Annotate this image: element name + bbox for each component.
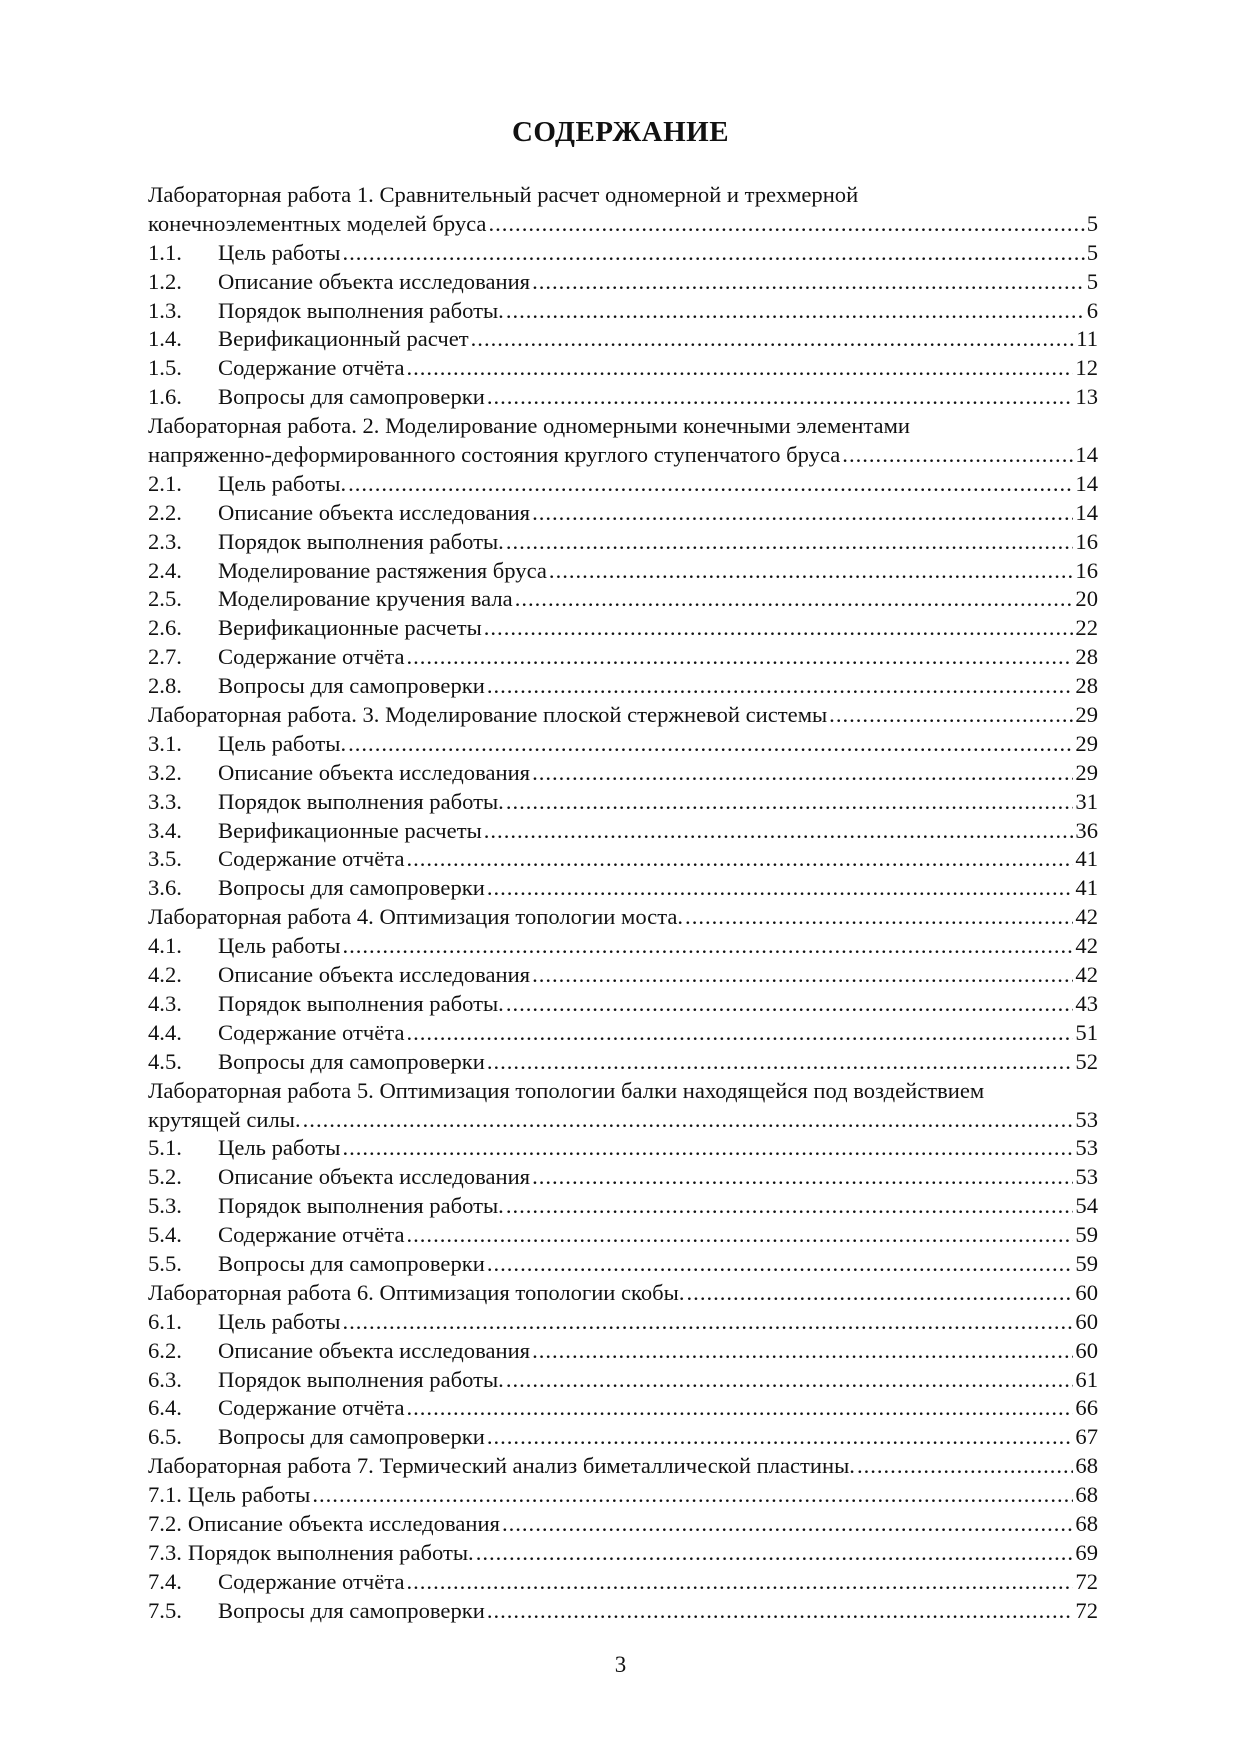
- toc-entry-page: 43: [1075, 990, 1098, 1016]
- toc-entry[interactable]: [148, 441, 1098, 470]
- toc-dot-leader: [532, 961, 1073, 990]
- toc-entry[interactable]: [148, 1019, 1098, 1048]
- toc-entry[interactable]: [148, 1192, 1098, 1221]
- toc-dot-leader: [484, 614, 1074, 643]
- toc-entry-page: 42: [1075, 904, 1098, 930]
- toc-entry-number: 3.3.: [148, 788, 182, 814]
- toc-entry[interactable]: [148, 903, 1098, 932]
- toc-entry[interactable]: [148, 528, 1098, 557]
- toc-entry-text: Цель работы.: [218, 470, 347, 496]
- toc-entry-text: Лабораторная работа 1. Сравнительный расчет одномерной и трехмерной: [148, 182, 859, 207]
- toc-entry-text: Цель работы: [218, 1308, 341, 1334]
- toc-entry-page: 60: [1075, 1279, 1098, 1305]
- toc-entry-number: 5.4.: [148, 1222, 182, 1248]
- toc-entry-page: 42: [1075, 933, 1098, 959]
- toc-entry-page: 68: [1075, 1453, 1098, 1479]
- toc-entry-page: 16: [1075, 557, 1098, 583]
- toc-entry-page: 54: [1075, 1193, 1098, 1219]
- toc-entry[interactable]: [148, 210, 1098, 239]
- toc-entry[interactable]: [148, 1106, 1098, 1135]
- toc-entry-text: Содержание отчёта: [218, 1019, 405, 1045]
- toc-entry-page: 42: [1075, 962, 1098, 988]
- toc-entry-page: 59: [1075, 1250, 1098, 1276]
- toc-entry[interactable]: [148, 1308, 1098, 1337]
- toc-entry-page: 67: [1075, 1424, 1098, 1450]
- toc-entry-number: 5.5.: [148, 1250, 182, 1276]
- toc-entry-page: 68: [1075, 1510, 1098, 1536]
- toc-entry-text: Описание объекта исследования: [218, 1337, 531, 1363]
- toc-entry-text: Вопросы для самопроверки: [218, 673, 485, 699]
- toc-dot-leader: [303, 1106, 1074, 1135]
- toc-dot-leader: [312, 1481, 1073, 1510]
- toc-entry-text: Описание объекта исследования: [218, 1164, 531, 1190]
- toc-entry-text: Вопросы для самопроверки: [218, 1048, 485, 1074]
- toc-dot-leader: [342, 239, 1084, 268]
- toc-entry-page: 59: [1075, 1222, 1098, 1248]
- toc-entry-number: 6.5.: [148, 1424, 182, 1450]
- toc-dot-leader: [406, 1221, 1073, 1250]
- toc-entry-text: Верификационные расчеты: [218, 817, 482, 843]
- toc-entry[interactable]: [148, 1452, 1098, 1481]
- toc-dot-leader: [487, 383, 1074, 412]
- toc-entry-text: Содержание отчёта: [218, 1222, 405, 1248]
- toc-entry-number: 2.2.: [148, 499, 182, 525]
- toc-entry[interactable]: [148, 701, 1098, 730]
- toc-dot-leader: [829, 701, 1073, 730]
- toc-entry[interactable]: [148, 1250, 1098, 1279]
- toc-entry-text: Лабораторная работа 7. Термический анализ биметаллической пластины.: [148, 1453, 855, 1479]
- toc-entry-number: 7.5.: [148, 1597, 182, 1623]
- toc-entry-page: 31: [1075, 788, 1098, 814]
- toc-heading-line[interactable]: [148, 412, 1098, 441]
- toc-entry-number: 2.3.: [148, 528, 182, 554]
- toc-entry-number: 7.1.: [148, 1482, 182, 1508]
- toc-entry-page: 60: [1075, 1337, 1098, 1363]
- toc-entry-text: Цель работы: [218, 1135, 341, 1161]
- toc-dot-leader: [471, 325, 1075, 354]
- toc-entry[interactable]: [148, 1481, 1098, 1510]
- toc-entry-number: 4.2.: [148, 962, 182, 988]
- toc-entry[interactable]: [148, 297, 1098, 326]
- toc-entry-number: 1.3.: [148, 297, 182, 323]
- toc-dot-leader: [687, 1279, 1074, 1308]
- toc-entry-number: 4.4.: [148, 1019, 182, 1045]
- toc-entry-number: 2.6.: [148, 615, 182, 641]
- toc-entry-number: 6.4.: [148, 1395, 182, 1421]
- toc-entry-page: 14: [1075, 442, 1098, 468]
- toc-entry-number: 2.5.: [148, 586, 182, 612]
- toc-entry-text: Порядок выполнения работы.: [218, 788, 504, 814]
- toc-entry-text: Моделирование растяжения бруса: [218, 557, 547, 583]
- toc-entry-number: 3.4.: [148, 817, 182, 843]
- toc-dot-leader: [532, 759, 1073, 788]
- toc-entry[interactable]: [148, 1337, 1098, 1366]
- toc-entry-text: Порядок выполнения работы.: [218, 990, 504, 1016]
- toc-entry-number: 7.3.: [148, 1539, 182, 1565]
- toc-entry-text: напряженно-деформированного состояния круглого ступенчатого бруса: [148, 442, 841, 468]
- toc-dot-leader: [487, 672, 1074, 701]
- toc-entry-page: 16: [1075, 528, 1098, 554]
- toc-heading-line[interactable]: [148, 181, 1098, 210]
- toc-entry-page: 5: [1086, 210, 1098, 236]
- toc-dot-leader: [487, 874, 1074, 903]
- toc-entry-text: Содержание отчёта: [218, 644, 405, 670]
- toc-entry-page: 5: [1086, 268, 1098, 294]
- toc-entry[interactable]: [148, 1510, 1098, 1539]
- toc-entry-text: Лабораторная работа 6. Оптимизация топологии скобы.: [148, 1279, 685, 1305]
- toc-dot-leader: [506, 1366, 1074, 1395]
- toc-dot-leader: [685, 903, 1073, 932]
- toc-entry[interactable]: [148, 1048, 1098, 1077]
- toc-entry-page: 68: [1075, 1482, 1098, 1508]
- toc-entry-number: 3.6.: [148, 875, 182, 901]
- toc-dot-leader: [532, 1163, 1073, 1192]
- toc-entry-text: Описание объекта исследования: [218, 759, 531, 785]
- toc-dot-leader: [348, 730, 1073, 759]
- toc-entry-page: 12: [1075, 355, 1098, 381]
- toc-entry-text: Порядок выполнения работы.: [218, 1193, 504, 1219]
- toc-entry-text: Верификационный расчет: [218, 326, 469, 352]
- toc-entry-page: 20: [1075, 586, 1098, 612]
- toc-entry-text: Описание объекта исследования: [218, 499, 531, 525]
- table-of-contents: [148, 181, 1098, 1626]
- toc-dot-leader: [342, 1134, 1073, 1163]
- toc-dot-leader: [488, 210, 1084, 239]
- toc-entry-page: 51: [1075, 1019, 1098, 1045]
- toc-entry-number: 7.4.: [148, 1568, 182, 1594]
- toc-dot-leader: [532, 499, 1073, 528]
- toc-entry-page: 29: [1075, 702, 1098, 728]
- toc-entry[interactable]: [148, 1539, 1098, 1568]
- toc-entry[interactable]: [148, 239, 1098, 268]
- toc-entry[interactable]: [148, 1221, 1098, 1250]
- toc-entry-text: Вопросы для самопроверки: [218, 1597, 485, 1623]
- toc-entry-page: 14: [1075, 499, 1098, 525]
- toc-dot-leader: [532, 1337, 1073, 1366]
- toc-entry-text: Цель работы.: [218, 730, 347, 756]
- toc-entry-page: 36: [1075, 817, 1098, 843]
- toc-entry[interactable]: [148, 788, 1098, 817]
- toc-entry-number: 2.1.: [148, 470, 182, 496]
- toc-entry-number: 1.4.: [148, 326, 182, 352]
- toc-entry-text: Содержание отчёта: [218, 355, 405, 381]
- toc-entry[interactable]: [148, 470, 1098, 499]
- toc-dot-leader: [476, 1539, 1074, 1568]
- toc-entry-page: 41: [1075, 875, 1098, 901]
- toc-entry-page: 66: [1075, 1395, 1098, 1421]
- toc-dot-leader: [348, 470, 1073, 499]
- toc-entry[interactable]: [148, 1134, 1098, 1163]
- toc-entry-text: Цель работы: [218, 933, 341, 959]
- toc-entry-number: 4.1.: [148, 933, 182, 959]
- toc-dot-leader: [487, 1597, 1074, 1626]
- toc-entry-number: 6.1.: [148, 1308, 182, 1334]
- toc-dot-leader: [549, 557, 1073, 586]
- toc-entry-page: 5: [1086, 239, 1098, 265]
- toc-entry[interactable]: [148, 1279, 1098, 1308]
- page-title: СОДЕРЖАНИЕ: [511, 116, 730, 148]
- toc-entry-number: 3.2.: [148, 759, 182, 785]
- toc-dot-leader: [487, 1250, 1074, 1279]
- toc-heading-line[interactable]: [148, 1077, 1098, 1106]
- toc-dot-leader: [506, 788, 1074, 817]
- toc-entry-text: Содержание отчёта: [218, 1395, 405, 1421]
- toc-entry[interactable]: [148, 383, 1098, 412]
- toc-dot-leader: [506, 1192, 1074, 1221]
- toc-entry-text: Лабораторная работа 5. Оптимизация топологии балки находящейся под воздействием: [148, 1077, 985, 1103]
- toc-entry-number: 3.5.: [148, 846, 182, 872]
- toc-entry-text: конечноэлементных моделей бруса: [148, 210, 487, 236]
- toc-entry[interactable]: [148, 874, 1098, 903]
- toc-dot-leader: [506, 297, 1085, 326]
- toc-entry-number: 6.2.: [148, 1337, 182, 1363]
- toc-entry[interactable]: [148, 643, 1098, 672]
- toc-dot-leader: [484, 817, 1074, 846]
- toc-entry[interactable]: [148, 557, 1098, 586]
- toc-entry[interactable]: [148, 990, 1098, 1019]
- toc-entry-page: 53: [1075, 1164, 1098, 1190]
- toc-entry-text: Моделирование кручения вала: [218, 586, 513, 612]
- toc-entry-text: Цель работы: [218, 239, 341, 265]
- toc-entry[interactable]: [148, 759, 1098, 788]
- toc-entry-page: 60: [1075, 1308, 1098, 1334]
- toc-entry-text: Содержание отчёта: [218, 1568, 405, 1594]
- toc-entry[interactable]: [148, 268, 1098, 297]
- toc-entry-text: Лабораторная работа 4. Оптимизация топологии моста.: [148, 904, 684, 930]
- toc-dot-leader: [515, 585, 1074, 614]
- toc-entry-text: Вопросы для самопроверки: [218, 1424, 485, 1450]
- toc-entry[interactable]: [148, 585, 1098, 614]
- toc-entry-page: 11: [1076, 326, 1098, 352]
- toc-dot-leader: [487, 1048, 1074, 1077]
- toc-entry-number: 1.6.: [148, 384, 182, 410]
- toc-entry-text: Вопросы для самопроверки: [218, 875, 485, 901]
- toc-entry-page: 61: [1075, 1366, 1098, 1392]
- toc-entry-text: Порядок выполнения работы.: [218, 297, 504, 323]
- toc-entry[interactable]: [148, 1568, 1098, 1597]
- toc-entry[interactable]: [148, 961, 1098, 990]
- toc-entry-number: 1.2.: [148, 268, 182, 294]
- toc-entry-number: 1.1.: [148, 239, 182, 265]
- toc-entry-page: 53: [1075, 1135, 1098, 1161]
- toc-entry[interactable]: [148, 1366, 1098, 1395]
- toc-entry[interactable]: [148, 932, 1098, 961]
- toc-entry-page: 28: [1075, 673, 1098, 699]
- toc-entry[interactable]: [148, 1394, 1098, 1423]
- toc-dot-leader: [532, 268, 1085, 297]
- toc-entry[interactable]: [148, 325, 1098, 354]
- toc-entry-text: Верификационные расчеты: [218, 615, 482, 641]
- toc-entry-page: 29: [1075, 759, 1098, 785]
- toc-dot-leader: [342, 1308, 1073, 1337]
- toc-entry-number: 6.3.: [148, 1366, 182, 1392]
- toc-entry-page: 29: [1075, 730, 1098, 756]
- toc-dot-leader: [487, 1423, 1074, 1452]
- toc-entry-number: 5.2.: [148, 1164, 182, 1190]
- toc-entry-page: 28: [1075, 644, 1098, 670]
- toc-dot-leader: [406, 845, 1073, 874]
- toc-entry-text: крутящей силы.: [148, 1106, 301, 1132]
- toc-dot-leader: [406, 1019, 1073, 1048]
- toc-entry-number: 1.5.: [148, 355, 182, 381]
- page-number: 3: [614, 1652, 627, 1677]
- toc-entry[interactable]: [148, 1423, 1098, 1452]
- toc-dot-leader: [406, 354, 1073, 383]
- toc-entry[interactable]: [148, 354, 1098, 383]
- toc-dot-leader: [406, 1394, 1073, 1423]
- toc-entry-text: Лабораторная работа. 3. Моделирование плоской стержневой системы: [148, 702, 828, 728]
- toc-entry-number: 4.3.: [148, 990, 182, 1016]
- toc-entry[interactable]: [148, 730, 1098, 759]
- toc-entry-text: Порядок выполнения работы.: [218, 528, 504, 554]
- toc-entry[interactable]: [148, 672, 1098, 701]
- toc-entry-text: Вопросы для самопроверки: [218, 384, 485, 410]
- toc-entry-text: Порядок выполнения работы.: [218, 1366, 504, 1392]
- toc-entry-page: 72: [1075, 1568, 1098, 1594]
- toc-entry-number: 5.3.: [148, 1193, 182, 1219]
- toc-entry-page: 53: [1075, 1106, 1098, 1132]
- toc-entry-text: Цель работы: [187, 1482, 311, 1508]
- toc-dot-leader: [506, 990, 1074, 1019]
- toc-entry-page: 69: [1075, 1539, 1098, 1565]
- toc-entry-text: Лабораторная работа. 2. Моделирование одномерными конечными элементами: [148, 413, 910, 439]
- toc-dot-leader: [842, 441, 1073, 470]
- toc-entry-number: 7.2.: [148, 1510, 182, 1536]
- toc-dot-leader: [406, 1568, 1073, 1597]
- toc-entry-text: Описание объекта исследования: [218, 268, 531, 294]
- toc-entry[interactable]: [148, 1597, 1098, 1626]
- toc-entry-text: Порядок выполнения работы.: [187, 1539, 474, 1565]
- toc-entry-page: 52: [1075, 1048, 1098, 1074]
- toc-entry-number: 3.1.: [148, 730, 182, 756]
- toc-entry[interactable]: [148, 1163, 1098, 1192]
- toc-entry-page: 6: [1086, 297, 1098, 323]
- toc-entry-page: 22: [1075, 615, 1098, 641]
- toc-dot-leader: [857, 1452, 1073, 1481]
- toc-entry-page: 72: [1075, 1597, 1098, 1623]
- toc-entry-number: 2.8.: [148, 673, 182, 699]
- toc-entry-page: 14: [1075, 470, 1098, 496]
- toc-dot-leader: [406, 643, 1073, 672]
- toc-entry-number: 4.5.: [148, 1048, 182, 1074]
- toc-entry[interactable]: [148, 499, 1098, 528]
- toc-entry-text: Описание объекта исследования: [218, 962, 531, 988]
- toc-entry[interactable]: [148, 845, 1098, 874]
- toc-entry-number: 2.7.: [148, 644, 182, 670]
- toc-dot-leader: [342, 932, 1073, 961]
- toc-entry-page: 13: [1075, 384, 1098, 410]
- toc-entry-text: Описание объекта исследования: [187, 1510, 500, 1536]
- toc-entry-text: Содержание отчёта: [218, 846, 405, 872]
- toc-entry[interactable]: [148, 817, 1098, 846]
- toc-dot-leader: [502, 1510, 1073, 1539]
- toc-entry-number: 2.4.: [148, 557, 182, 583]
- toc-entry-text: Вопросы для самопроверки: [218, 1250, 485, 1276]
- toc-entry[interactable]: [148, 614, 1098, 643]
- toc-dot-leader: [506, 528, 1074, 557]
- toc-entry-number: 5.1.: [148, 1135, 182, 1161]
- toc-entry-page: 41: [1075, 846, 1098, 872]
